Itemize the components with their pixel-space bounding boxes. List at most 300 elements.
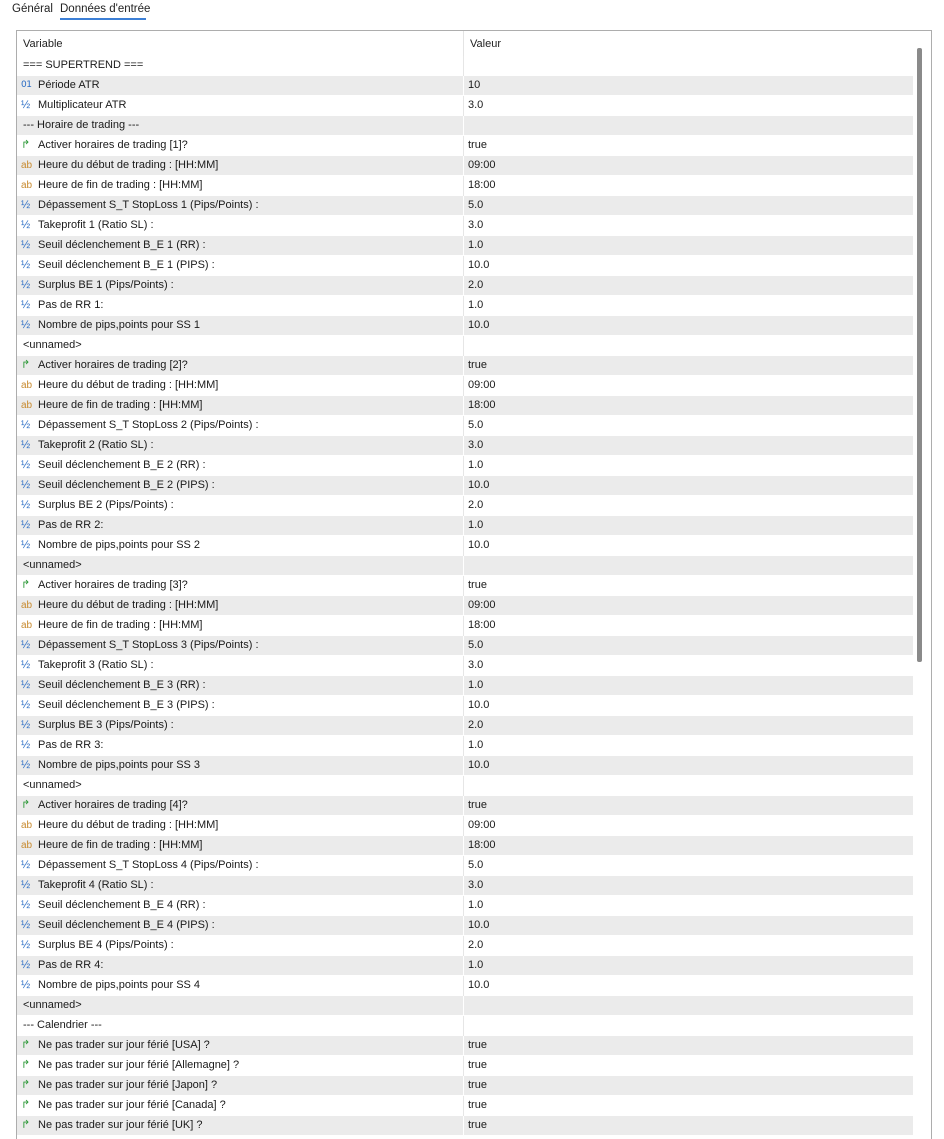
variable-cell	[21, 996, 461, 1015]
variable-cell	[21, 396, 461, 415]
table-row[interactable]	[17, 216, 913, 236]
table-row[interactable]	[17, 156, 913, 176]
cell-divider	[463, 76, 464, 96]
boolean-type-icon: ↱	[21, 139, 31, 151]
cell-divider	[463, 916, 464, 936]
variable-name: Surplus BE 2 (Pips/Points) :	[38, 499, 174, 511]
cell-divider	[463, 636, 464, 656]
value-cell[interactable]	[468, 1016, 908, 1035]
variable-name: Ne pas trader sur jour férié [USA] ?	[38, 1039, 210, 1051]
variable-name: Nombre de pips,points pour SS 4	[38, 979, 201, 991]
cell-divider	[463, 416, 464, 436]
table-row[interactable]	[17, 536, 913, 556]
table-row[interactable]	[17, 516, 913, 536]
variable-cell	[21, 1076, 461, 1095]
cell-divider	[463, 756, 464, 776]
variable-name: Seuil déclenchement B_E 3 (PIPS) :	[38, 699, 215, 711]
boolean-type-icon: ↱	[21, 1079, 31, 1091]
variable-name: Heure de fin de trading : [HH:MM]	[38, 179, 203, 191]
variable-name: Seuil déclenchement B_E 4 (PIPS) :	[38, 919, 215, 931]
table-row[interactable]	[17, 76, 913, 96]
table-row[interactable]	[17, 816, 913, 836]
table-row[interactable]	[17, 856, 913, 876]
cell-divider	[463, 336, 464, 356]
value-cell[interactable]: 18:00	[468, 839, 496, 851]
variable-name: Ne pas trader sur jour férié [UK] ?	[38, 1119, 203, 1131]
cell-divider	[463, 396, 464, 416]
boolean-type-icon: ↱	[21, 1099, 31, 1111]
variable-name: <unnamed>	[23, 339, 82, 351]
double-type-icon: ½	[21, 459, 31, 471]
table-header	[17, 31, 913, 56]
cell-divider	[463, 596, 464, 616]
variable-name: === SUPERTREND ===	[23, 59, 144, 71]
string-type-icon: ab	[21, 180, 33, 191]
double-type-icon: ½	[21, 679, 31, 691]
table-row[interactable]	[17, 1096, 913, 1116]
table-row[interactable]	[17, 1016, 913, 1036]
variable-name: Pas de RR 2:	[38, 519, 104, 531]
value-cell[interactable]: 09:00	[468, 599, 496, 611]
variable-cell	[21, 716, 461, 735]
variable-name: Période ATR	[38, 79, 100, 91]
cell-divider	[463, 216, 464, 236]
variable-name: Dépassement S_T StopLoss 4 (Pips/Points) :	[38, 859, 259, 871]
value-cell[interactable]: 3.0	[468, 99, 484, 111]
value-cell[interactable]: true	[468, 1039, 487, 1051]
double-type-icon: ½	[21, 519, 31, 531]
value-cell[interactable]: 1.0	[468, 239, 484, 251]
value-cell[interactable]: 18:00	[468, 619, 496, 631]
value-cell[interactable]: true	[468, 1079, 487, 1091]
cell-divider	[463, 96, 464, 116]
table-row[interactable]	[17, 596, 913, 616]
string-type-icon: ab	[21, 840, 33, 851]
table-row[interactable]	[17, 136, 913, 156]
table-row[interactable]	[17, 356, 913, 376]
value-cell[interactable]: 09:00	[468, 819, 496, 831]
table-row[interactable]	[17, 316, 913, 336]
value-cell[interactable]: 3.0	[468, 219, 484, 231]
value-cell[interactable]: 5.0	[468, 859, 484, 871]
variable-cell	[21, 916, 461, 935]
variable-cell	[21, 236, 461, 255]
variable-name: Ne pas trader sur jour férié [Allemagne] ?	[38, 1059, 240, 1071]
variable-cell	[21, 196, 461, 215]
double-type-icon: ½	[21, 719, 31, 731]
variable-cell	[21, 816, 461, 835]
double-type-icon: ½	[21, 479, 31, 491]
value-cell[interactable]	[468, 56, 908, 75]
variable-cell	[21, 336, 461, 355]
variable-name: Heure du début de trading : [HH:MM]	[38, 819, 219, 831]
value-cell[interactable]: true	[468, 139, 487, 151]
string-type-icon: ab	[21, 380, 33, 391]
cell-divider	[463, 696, 464, 716]
variable-name: Activer horaires de trading [1]?	[38, 139, 188, 151]
double-type-icon: ½	[21, 939, 31, 951]
table-row[interactable]	[17, 336, 913, 356]
value-cell[interactable]: 10.0	[468, 319, 490, 331]
boolean-type-icon: ↱	[21, 1039, 31, 1051]
table-row[interactable]	[17, 196, 913, 216]
table-row[interactable]	[17, 396, 913, 416]
value-cell[interactable]: 5.0	[468, 639, 484, 651]
column-header-variable[interactable]: Variable	[23, 38, 63, 50]
double-type-icon: ½	[21, 879, 31, 891]
cell-divider	[463, 236, 464, 256]
variable-cell	[21, 776, 461, 795]
table-row[interactable]	[17, 796, 913, 816]
variable-name: Nombre de pips,points pour SS 1	[38, 319, 201, 331]
table-row[interactable]	[17, 256, 913, 276]
table-row[interactable]	[17, 896, 913, 916]
variable-name: Seuil déclenchement B_E 1 (RR) :	[38, 239, 206, 251]
value-cell[interactable]: 10.0	[468, 539, 490, 551]
double-type-icon: ½	[21, 499, 31, 511]
cell-divider	[463, 716, 464, 736]
cell-divider	[463, 1116, 464, 1136]
table-row[interactable]	[17, 236, 913, 256]
double-type-icon: ½	[21, 979, 31, 991]
variable-name: Heure de fin de trading : [HH:MM]	[38, 399, 203, 411]
variable-name: Heure de fin de trading : [HH:MM]	[38, 839, 203, 851]
variable-cell	[21, 516, 461, 535]
cell-divider	[463, 156, 464, 176]
value-cell[interactable]: 10.0	[468, 259, 490, 271]
string-type-icon: ab	[21, 400, 33, 411]
variable-cell	[21, 956, 461, 975]
double-type-icon: ½	[21, 919, 31, 931]
cell-divider	[463, 496, 464, 516]
vertical-scrollbar[interactable]	[913, 31, 931, 1139]
variable-cell	[21, 376, 461, 395]
variable-cell	[21, 156, 461, 175]
table-row[interactable]	[17, 696, 913, 716]
variable-name: Heure du début de trading : [HH:MM]	[38, 599, 219, 611]
value-cell[interactable]	[468, 996, 908, 1015]
variable-cell	[21, 356, 461, 375]
table-row[interactable]	[17, 436, 913, 456]
cell-divider	[463, 1016, 464, 1036]
variable-name: Activer horaires de trading [4]?	[38, 799, 188, 811]
value-cell[interactable]: 3.0	[468, 659, 484, 671]
value-cell[interactable]: 5.0	[468, 419, 484, 431]
cell-divider	[463, 836, 464, 856]
variable-name: Pas de RR 1:	[38, 299, 104, 311]
value-cell[interactable]: 1.0	[468, 959, 484, 971]
variable-cell	[21, 1016, 461, 1035]
value-cell[interactable]: 18:00	[468, 179, 496, 191]
column-divider[interactable]	[463, 31, 464, 56]
variable-cell	[21, 636, 461, 655]
value-cell[interactable]: 1.0	[468, 459, 484, 471]
variable-name: <unnamed>	[23, 559, 82, 571]
string-type-icon: ab	[21, 820, 33, 831]
variable-cell	[21, 476, 461, 495]
variable-name: Heure du début de trading : [HH:MM]	[38, 159, 219, 171]
boolean-type-icon: ↱	[21, 359, 31, 371]
cell-divider	[463, 736, 464, 756]
variable-cell	[21, 96, 461, 115]
double-type-icon: ½	[21, 279, 31, 291]
variable-name: Seuil déclenchement B_E 4 (RR) :	[38, 899, 206, 911]
variable-cell	[21, 556, 461, 575]
value-cell[interactable]: 2.0	[468, 719, 484, 731]
double-type-icon: ½	[21, 99, 31, 111]
variable-cell	[21, 836, 461, 855]
variable-cell	[21, 736, 461, 755]
cell-divider	[463, 956, 464, 976]
table-row[interactable]	[17, 996, 913, 1016]
table-row[interactable]	[17, 476, 913, 496]
double-type-icon: ½	[21, 959, 31, 971]
table-row[interactable]	[17, 676, 913, 696]
table-row[interactable]	[17, 656, 913, 676]
cell-divider	[463, 856, 464, 876]
value-cell[interactable]: 2.0	[468, 279, 484, 291]
double-type-icon: ½	[21, 539, 31, 551]
inputs-table	[16, 30, 932, 1139]
table-row[interactable]	[17, 1056, 913, 1076]
boolean-type-icon: ↱	[21, 1119, 31, 1131]
value-cell[interactable]: true	[468, 359, 487, 371]
cell-divider	[463, 536, 464, 556]
variable-cell	[21, 136, 461, 155]
table-row[interactable]	[17, 296, 913, 316]
double-type-icon: ½	[21, 319, 31, 331]
variable-cell	[21, 876, 461, 895]
value-cell[interactable]: true	[468, 1119, 487, 1131]
value-cell[interactable]: true	[468, 1099, 487, 1111]
double-type-icon: ½	[21, 259, 31, 271]
variable-name: Takeprofit 3 (Ratio SL) :	[38, 659, 154, 671]
double-type-icon: ½	[21, 219, 31, 231]
variable-cell	[21, 436, 461, 455]
variable-cell	[21, 756, 461, 775]
variable-cell	[21, 1036, 461, 1055]
table-row[interactable]	[17, 636, 913, 656]
variable-name: Ne pas trader sur jour férié [Japon] ?	[38, 1079, 218, 1091]
cell-divider	[463, 136, 464, 156]
table-row[interactable]	[17, 456, 913, 476]
value-cell[interactable]: 5.0	[468, 199, 484, 211]
cell-divider	[463, 56, 464, 76]
table-row[interactable]	[17, 556, 913, 576]
variable-cell	[21, 596, 461, 615]
cell-divider	[463, 776, 464, 796]
variable-name: Heure de fin de trading : [HH:MM]	[38, 619, 203, 631]
table-row[interactable]	[17, 936, 913, 956]
cell-divider	[463, 176, 464, 196]
variable-cell	[21, 1116, 461, 1135]
table-row[interactable]	[17, 56, 913, 76]
table-row[interactable]	[17, 1036, 913, 1056]
cell-divider	[463, 196, 464, 216]
variable-name: Seuil déclenchement B_E 2 (PIPS) :	[38, 479, 215, 491]
value-cell[interactable]: 2.0	[468, 499, 484, 511]
variable-cell	[21, 696, 461, 715]
table-row[interactable]	[17, 616, 913, 636]
double-type-icon: ½	[21, 419, 31, 431]
cell-divider	[463, 976, 464, 996]
variable-cell	[21, 656, 461, 675]
variable-cell	[21, 216, 461, 235]
variable-cell	[21, 116, 461, 135]
table-row[interactable]	[17, 1116, 913, 1136]
value-cell[interactable]: 1.0	[468, 739, 484, 751]
cell-divider	[463, 276, 464, 296]
variable-name: Pas de RR 4:	[38, 959, 104, 971]
variable-name: Surplus BE 1 (Pips/Points) :	[38, 279, 174, 291]
value-cell[interactable]: 09:00	[468, 379, 496, 391]
variable-cell	[21, 1096, 461, 1115]
value-cell[interactable]: 10.0	[468, 979, 490, 991]
table-row[interactable]	[17, 116, 913, 136]
value-cell[interactable]	[468, 556, 908, 575]
variable-name: Surplus BE 3 (Pips/Points) :	[38, 719, 174, 731]
boolean-type-icon: ↱	[21, 799, 31, 811]
value-cell[interactable]: 18:00	[468, 399, 496, 411]
cell-divider	[463, 1056, 464, 1076]
boolean-type-icon: ↱	[21, 579, 31, 591]
cell-divider	[463, 476, 464, 496]
table-row[interactable]	[17, 496, 913, 516]
value-cell[interactable]: true	[468, 799, 487, 811]
table-row[interactable]	[17, 736, 913, 756]
cell-divider	[463, 1076, 464, 1096]
value-cell[interactable]	[468, 116, 908, 135]
table-row[interactable]	[17, 276, 913, 296]
cell-divider	[463, 656, 464, 676]
cell-divider	[463, 816, 464, 836]
double-type-icon: ½	[21, 659, 31, 671]
double-type-icon: ½	[21, 739, 31, 751]
double-type-icon: ½	[21, 239, 31, 251]
variable-cell	[21, 536, 461, 555]
variable-cell	[21, 976, 461, 995]
variable-cell	[21, 576, 461, 595]
variable-name: Takeprofit 1 (Ratio SL) :	[38, 219, 154, 231]
variable-name: Activer horaires de trading [2]?	[38, 359, 188, 371]
value-cell[interactable]: 3.0	[468, 879, 484, 891]
table-row[interactable]	[17, 976, 913, 996]
string-type-icon: ab	[21, 160, 33, 171]
value-cell[interactable]: 10.0	[468, 699, 490, 711]
cell-divider	[463, 876, 464, 896]
variable-name: Seuil déclenchement B_E 2 (RR) :	[38, 459, 206, 471]
value-cell[interactable]: 1.0	[468, 899, 484, 911]
value-cell[interactable]: 1.0	[468, 299, 484, 311]
double-type-icon: ½	[21, 859, 31, 871]
table-row[interactable]	[17, 416, 913, 436]
table-row[interactable]	[17, 916, 913, 936]
table-body	[17, 56, 913, 1136]
variable-name: --- Calendrier ---	[23, 1019, 102, 1031]
variable-name: <unnamed>	[23, 779, 82, 791]
value-cell[interactable]: 10	[468, 79, 481, 91]
tab-inputs[interactable]: Données d'entrée	[60, 3, 151, 15]
double-type-icon: ½	[21, 759, 31, 771]
table-row[interactable]	[17, 876, 913, 896]
cell-divider	[463, 456, 464, 476]
variable-cell	[21, 256, 461, 275]
variable-cell	[21, 316, 461, 335]
double-type-icon: ½	[21, 699, 31, 711]
cell-divider	[463, 1036, 464, 1056]
cell-divider	[463, 356, 464, 376]
table-row[interactable]	[17, 756, 913, 776]
string-type-icon: ab	[21, 620, 33, 631]
variable-cell	[21, 76, 461, 95]
variable-name: Nombre de pips,points pour SS 2	[38, 539, 201, 551]
value-cell[interactable]	[468, 336, 908, 355]
value-cell[interactable]: 10.0	[468, 759, 490, 771]
cell-divider	[463, 436, 464, 456]
value-cell[interactable]: 2.0	[468, 939, 484, 951]
cell-divider	[463, 896, 464, 916]
table-row[interactable]	[17, 96, 913, 116]
column-header-value[interactable]: Valeur	[470, 38, 501, 50]
variable-cell	[21, 496, 461, 515]
variable-name: Nombre de pips,points pour SS 3	[38, 759, 201, 771]
variable-name: Surplus BE 4 (Pips/Points) :	[38, 939, 174, 951]
double-type-icon: ½	[21, 899, 31, 911]
value-cell[interactable]: 1.0	[468, 519, 484, 531]
tab-general[interactable]: Général	[12, 3, 53, 15]
double-type-icon: ½	[21, 439, 31, 451]
table-row[interactable]	[17, 176, 913, 196]
variable-name: Heure du début de trading : [HH:MM]	[38, 379, 219, 391]
table-row[interactable]	[17, 376, 913, 396]
table-row[interactable]	[17, 776, 913, 796]
variable-cell	[21, 896, 461, 915]
double-type-icon: ½	[21, 299, 31, 311]
table-row[interactable]	[17, 956, 913, 976]
variable-name: Takeprofit 4 (Ratio SL) :	[38, 879, 154, 891]
value-cell[interactable]: 09:00	[468, 159, 496, 171]
variable-name: Multiplicateur ATR	[38, 99, 127, 111]
variable-name: Takeprofit 2 (Ratio SL) :	[38, 439, 154, 451]
string-type-icon: ab	[21, 600, 33, 611]
table-row[interactable]	[17, 836, 913, 856]
value-cell[interactable]: 3.0	[468, 439, 484, 451]
variable-cell	[21, 856, 461, 875]
cell-divider	[463, 256, 464, 276]
value-cell[interactable]	[468, 776, 908, 795]
variable-cell	[21, 676, 461, 695]
value-cell[interactable]: 10.0	[468, 479, 490, 491]
variable-cell	[21, 276, 461, 295]
variable-cell	[21, 796, 461, 815]
value-cell[interactable]: true	[468, 579, 487, 591]
value-cell[interactable]: 1.0	[468, 679, 484, 691]
variable-cell	[21, 416, 461, 435]
variable-name: Dépassement S_T StopLoss 1 (Pips/Points) :	[38, 199, 259, 211]
table-row[interactable]	[17, 576, 913, 596]
table-row[interactable]	[17, 1076, 913, 1096]
variable-cell	[21, 176, 461, 195]
variable-name: <unnamed>	[23, 999, 82, 1011]
scrollbar-thumb[interactable]	[917, 48, 922, 662]
value-cell[interactable]: true	[468, 1059, 487, 1071]
variable-name: Pas de RR 3:	[38, 739, 104, 751]
variable-cell	[21, 56, 461, 75]
table-row[interactable]	[17, 716, 913, 736]
variable-name: Seuil déclenchement B_E 1 (PIPS) :	[38, 259, 215, 271]
cell-divider	[463, 936, 464, 956]
value-cell[interactable]: 10.0	[468, 919, 490, 931]
